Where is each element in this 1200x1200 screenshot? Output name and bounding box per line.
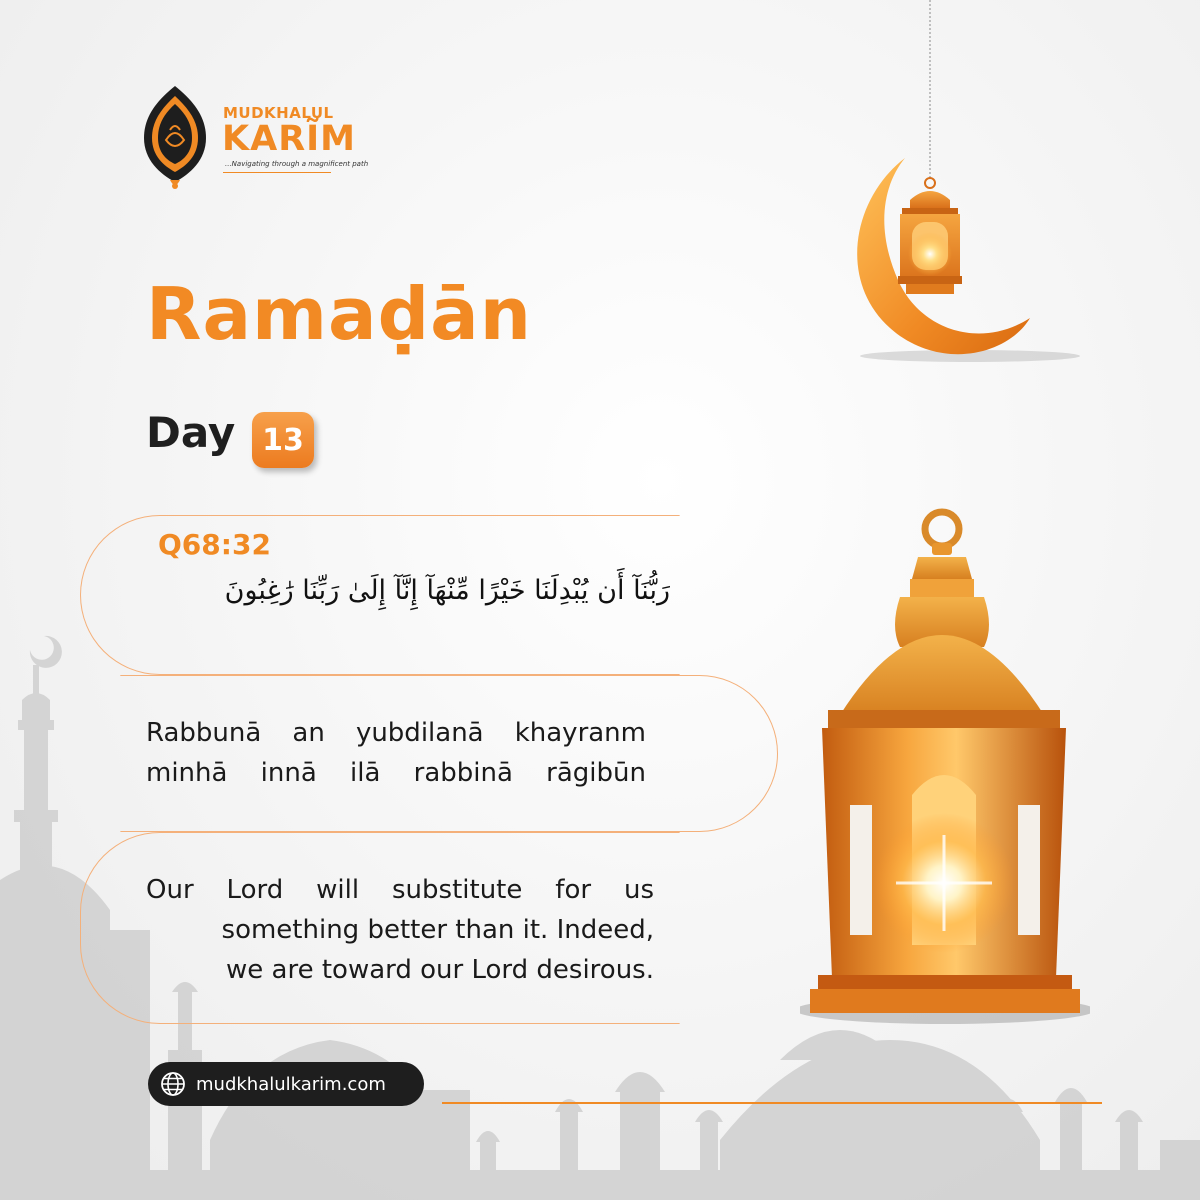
verse-transliteration: Rabbunā an yubdilanā khayranm minhā innā ilā rabbinā rāgibūn — [146, 718, 646, 788]
verse-translation — [146, 870, 654, 990]
verse-arabic: رَبُّنَآ أَن يُبْدِلَنَا خَيْرًا مِّنْهَآ إِنَّآ إِلَىٰ رَبِّنَا رَٰغِبُونَ — [224, 575, 670, 606]
brand-name-main: KARĨM — [222, 119, 357, 159]
footer-divider — [442, 1102, 1102, 1104]
globe-icon — [160, 1071, 186, 1097]
logo-emblem-icon — [140, 82, 210, 190]
day-number-badge: 13 — [252, 412, 314, 468]
crescent-moon-icon — [820, 0, 1080, 380]
brand-name-top: MUDKHALUL — [223, 104, 334, 122]
translation-line: Our Lord will substitute for us — [146, 875, 654, 905]
day-label: Day — [146, 408, 236, 457]
translation-line: we are toward our Lord desirous. — [226, 955, 654, 985]
brand-tagline: ...Navigating through a magnificent path — [225, 160, 369, 168]
brand-logo[interactable] — [140, 82, 380, 192]
verse-reference: Q68:32 — [158, 528, 271, 561]
logo-underline — [223, 172, 331, 173]
website-link[interactable] — [148, 1062, 424, 1106]
golden-lantern-icon — [800, 505, 1090, 1035]
website-url: mudkhalulkarim.com — [196, 1073, 386, 1095]
page-title: Ramaḍān — [146, 272, 533, 356]
translation-line: something better than it. Indeed, — [221, 915, 654, 945]
